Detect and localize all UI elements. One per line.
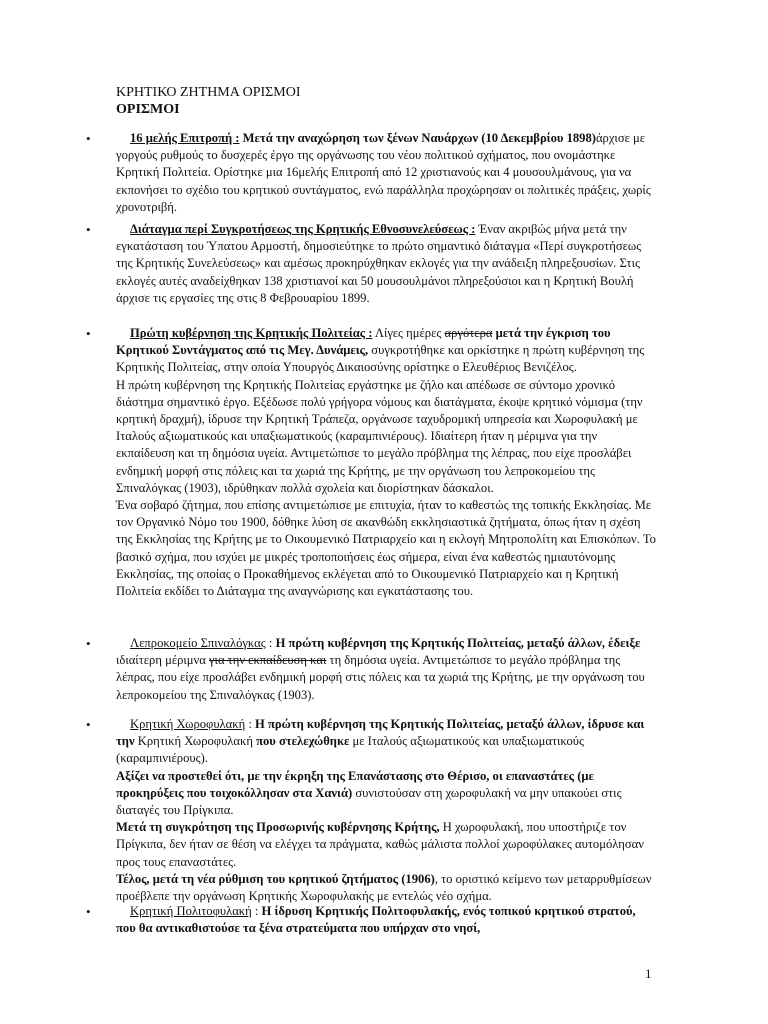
text-run: άρχισε με γοργούς ρυθμούς το δυσχερές έργο της οργάνωσης του νέου πολιτικού σχήματος, που ονομάστηκε Κρητική Πολιτεία. Ορίστηκε μια 16μελής Επιτροπή από 12 χριστιανούς και 4 μουσουλμάνους, για να εκπονήσει το σχέδιο του κρητικού συντάγματος, ενώ παράλληλα προχώρησαν οι πολιτικές πράξεις, χωρίς χρονοτριβή. [116, 131, 651, 214]
struck-text: για την εκπαίδευση και [208, 653, 327, 668]
section-spinalonga-leprosarium [86, 635, 656, 704]
term-heading: Πρώτη κυβέρνηση της Κρητικής Πολιτείας : [130, 326, 373, 340]
paragraph [116, 716, 656, 768]
section-assembly-decree [86, 221, 656, 307]
paragraph [116, 221, 656, 307]
term-heading: Κρητική Πολιτοφυλακή [130, 904, 252, 918]
paragraph [116, 903, 656, 937]
bullet-marker: • [86, 717, 91, 732]
paragraph [116, 871, 656, 905]
text-run: Η χωροφυλακή, που υποστήριζε τον Πρίγκιπα, δεν ήταν σε θέση να ελέγχει τα πράγματα, καθώς μάλιστα πολλοί χωροφύλακες αυτομόλησαν προς τους επαναστάτες. [116, 820, 644, 869]
section-first-government [86, 325, 656, 600]
text-run: τη δημόσια υγεία. Αντιμετώπισε το μεγάλο πρόβλημα της λέπρας, που είχε προσλάβει ενδημική μορφή στις πόλεις και τα χωριά της Κρήτης, με την οργάνωση του λεπροκομείου της Σπιναλόγκας (1903). [116, 653, 645, 702]
text-run: Τέλος, μετά τη νέα ρύθμιση του κρητικού ζητήματος (1906) [116, 871, 435, 886]
text-run: συνιστούσαν στη χωροφυλακή να μην υπακούει στις διαταγές του Πρίγκιπα. [116, 785, 622, 818]
text-run: με Ιταλούς αξιωματικούς και υπαξιωματικούς (καραμπινιέρους). [116, 734, 584, 766]
section-16-member-committee [86, 130, 656, 216]
text-run: Μετά τη συγκρότηση της Προσωρινής κυβέρνησης Κρήτης, [116, 820, 440, 835]
term-heading: 16 μελής Επιτροπή : [130, 131, 240, 145]
bullet-marker: • [86, 904, 91, 919]
text-run: ιδιαίτερη μέριμνα [116, 653, 209, 668]
text-run: Λίγες ημέρες [372, 326, 445, 340]
paragraph [116, 497, 656, 600]
paragraph [116, 130, 656, 216]
text-run: Η πρώτη κυβέρνηση της Κρητικής Πολιτείας, μεταξύ άλλων, ίδρυσε και την [116, 717, 645, 749]
text-run: Κρητική Χωροφυλακή [134, 734, 257, 749]
paragraph [116, 819, 656, 871]
bullet-marker: • [86, 131, 91, 146]
paragraph [116, 635, 656, 704]
section-cretan-gendarmerie [86, 716, 656, 905]
text-run: : [251, 904, 262, 918]
text-run: Μετά την αναχώρηση των ξένων Ναυάρχων (10 Δεκεμβρίου 1898) [239, 131, 596, 145]
term-heading: Κρητική Χωροφυλακή [130, 717, 246, 731]
text-run: που στελεχώθηκε [256, 734, 350, 749]
text-run: Έναν ακριβώς μήνα μετά την εγκατάσταση του Ύπατου Αρμοστή, δημοσιεύτηκε το πρώτο σημαντικό διάταγμα «Περί συγκροτήσεως της Κρητικής Συνελεύσεως» και αμέσως προκηρύχθηκαν εκλογές για την ανάδειξη πληρεξουσίων. Στις εκλογές αυτές αναδείχθηκαν 138 χριστιανοί και 50 μουσουλμάνοι πληρεξούσιοι και η Κρητική Βουλή άρχισε τις εργασίες της στις 8 Φεβρουαρίου 1899. [116, 222, 642, 305]
text-run: συγκροτήθηκε και ορκίστηκε η πρώτη κυβέρνηση της Κρητικής Πολιτείας, στην οποία Υπουργός Δικαιοσύνης ορίστηκε ο Ελευθέριος Βενιζέλος. [116, 343, 645, 375]
text-run: : [245, 717, 255, 731]
term-heading: Διάταγμα περί Συγκροτήσεως της Κρητικής Εθνοσυνελεύσεως : [130, 222, 476, 236]
document-subtitle: ΟΡΙΣΜΟΙ [116, 102, 180, 117]
paragraph [116, 325, 656, 377]
bullet-marker: • [86, 636, 91, 651]
paragraph [116, 377, 656, 497]
text-run: : [265, 636, 276, 650]
text-run: Η ίδρυση Κρητικής Πολιτοφυλακής, ενός τοπικού κρητικού στρατού, που θα αντικαθιστούσε τα ξένα στρατεύματα που υπήρχαν στο νησί, [116, 904, 636, 936]
text-run: Αξίζει να προστεθεί ότι, με την έκρηξη της Επανάστασης στο Θέρισο, οι επαναστάτες (με προκηρύξεις που τοιχοκόλλησαν στα Χανιά) [116, 768, 594, 800]
struck-text: αργότερα [444, 326, 493, 340]
section-cretan-militia [86, 903, 656, 937]
text-run: Ένα σοβαρό ζήτημα, που επίσης αντιμετώπισε με επιτυχία, ήταν το καθεστώς της τοπικής Εκκλησίας. Με τον Οργανικό Νόμο του 1900, δόθηκε λύση σε ακανθώδη εκκλησιαστικά ζητήματα, όπως ήταν η σχέση της Εκκλησίας της Κρήτης με το Οικουμενικό Πατριαρχείο και η εκλογή Μητροπολίτη και Επισκόπων. Το βασικό σχήμα, που ισχύει με μικρές τροποποιήσεις έως σήμερα, είναι ένα καθεστώς ημιαυτόνομης Εκκλησίας, της οποίας ο Προκαθήμενος εκλέγεται από το Οικουμενικό Πατριαρχείο και η Κρητική Πολιτεία εκδίδει το Διάταγμα της αναγνώρισης και εγκατάστασης του. [116, 498, 656, 599]
page-number: 1 [645, 966, 652, 981]
document-title: ΚΡΗΤΙΚΟ ΖΗΤΗΜΑ ΟΡΙΣΜΟΙ [116, 85, 301, 100]
text-run: , το οριστικό κείμενο των μεταρρυθμίσεων προέβλεπε την οργάνωση Κρητικής Χωροφυλακής με εντελώς νέο σχήμα. [116, 871, 652, 904]
text-run: Η πρώτη κυβέρνηση της Κρητικής Πολιτείας, μεταξύ άλλων, έδειξε [275, 636, 641, 650]
paragraph [116, 768, 656, 820]
text-run: μετά την έγκριση του Κρητικού Συντάγματος από τις Μεγ. Δυνάμεις, [116, 326, 611, 358]
bullet-marker: • [86, 222, 91, 237]
title-block [116, 84, 676, 118]
bullet-marker: • [86, 326, 91, 341]
text-run: Η πρώτη κυβέρνηση της Κρητικής Πολιτείας εργάστηκε με ζήλο και απέδωσε σε σύντομο χρονικό διάστημα σημαντικό έργο. Εξέδωσε πολύ γρήγορα νόμους και διατάγματα, έκοψε κρητικό νόμισμα (την κρητική δραχμή), ίδρυσε την Κρητική Τράπεζα, οργάνωσε ταχυδρομική υπηρεσία και Χωροφυλακή με Ιταλούς αξιωματικούς και υπαξιωματικούς (καραμπινιέρους). Ιδιαίτερη ήταν η μέριμνα για την εκπαίδευση και τη δημόσια υγεία. Αντιμετώπισε το μεγάλο πρόβλημα της λέπρας, που είχε προσλάβει ενδημική μορφή στις πόλεις και τα χωριά της Κρήτης, με την οργάνωση του λεπροκομείου της Σπιναλόγκας (1903), ιδρύθηκαν πολλά σχολεία και διορίστηκαν δάσκαλοι. [116, 377, 643, 495]
term-heading: Λεπροκομείο Σπιναλόγκας [130, 636, 266, 650]
